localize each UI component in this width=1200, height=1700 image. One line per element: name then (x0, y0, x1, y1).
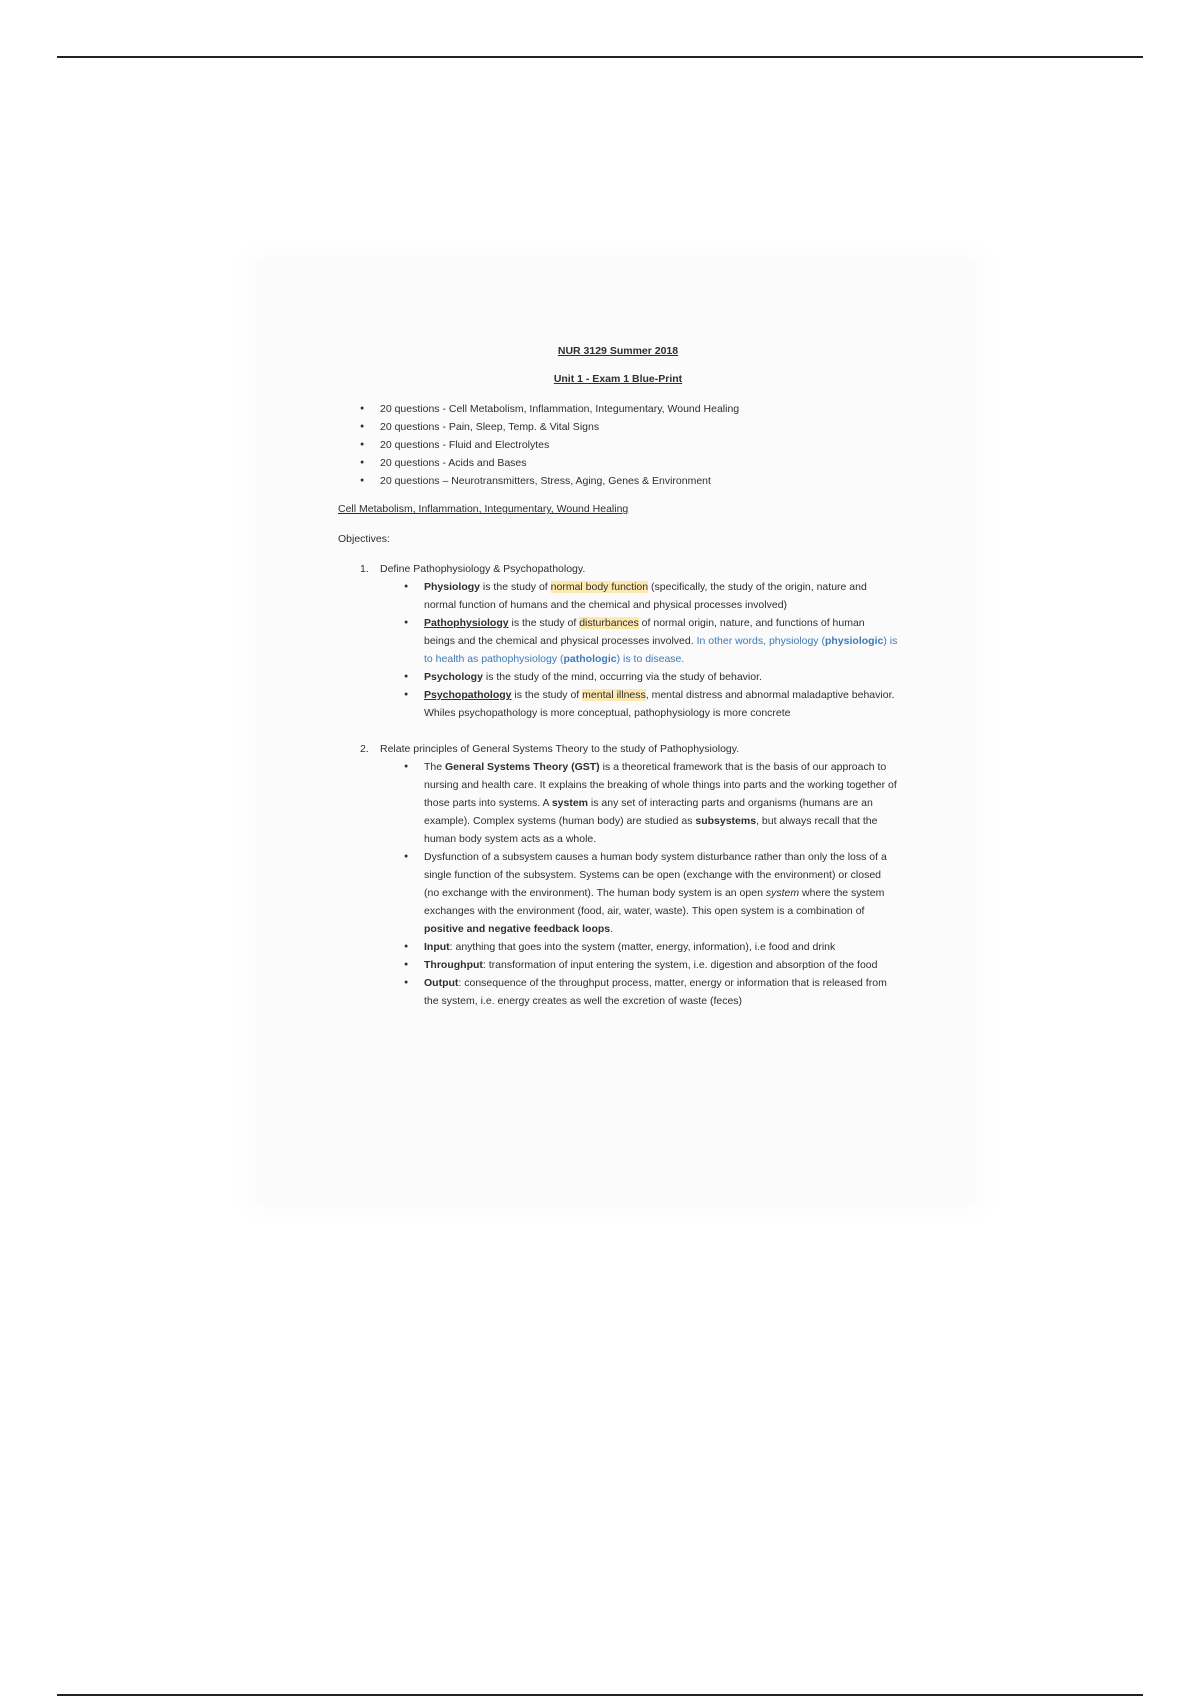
text: Dysfunction of a subsystem causes a human body system disturbance rather than only the loss of a single function of the subsystem. Systems can be open (exchange with the environment) or closed (no exchange with the environment). The human body system is an open (424, 851, 887, 899)
objective-number: 2. (360, 743, 369, 755)
note-text: ) is to health as pathophysiology ( (424, 635, 898, 665)
text: . (610, 923, 614, 935)
section-heading: Cell Metabolism, Inflammation, Integumentary, Wound Healing (338, 503, 629, 515)
bullet-psychology (424, 668, 898, 686)
bullet-gst (424, 758, 898, 848)
bottom-rule (57, 1694, 1143, 1696)
note-text: In other words, physiology ( (696, 635, 825, 647)
text: : transformation of input entering the system, i.e. digestion and absorption of the food (482, 959, 878, 971)
note-text: ) is to disease. (616, 653, 685, 665)
text: of normal origin, nature, and functions of human beings and the chemical and physical processes involved. (424, 617, 865, 647)
spacer (338, 722, 898, 740)
objective-1-bullets (338, 578, 898, 722)
term: system (551, 797, 589, 809)
term: Physiology (424, 581, 481, 593)
term: Pathophysiology (424, 617, 509, 629)
text: is the study of the mind, occurring via the study of behavior. (482, 671, 762, 683)
term: positive and negative feedback loops (424, 923, 611, 935)
objective-text: Define Pathophysiology & Psychopathology. (380, 563, 586, 575)
text: , but always recall that the human body system acts as a whole. (424, 815, 878, 845)
text: , mental distress and abnormal maladaptive behavior. Whiles psychopathology is more conceptual, pathophysiology is more concrete (424, 689, 895, 719)
list-item: ● 20 questions - Cell Metabolism, Inflammation, Integumentary, Wound Healing (380, 400, 898, 418)
text: is the study of (508, 617, 580, 629)
list-item: ● 20 questions - Fluid and Electrolytes (380, 436, 898, 454)
top-rule (57, 56, 1143, 58)
objectives-label: Objectives: (338, 533, 390, 545)
list-item: ● 20 questions - Acids and Bases (380, 454, 898, 472)
text: is the study of (511, 689, 583, 701)
text: is the study of (480, 581, 551, 593)
bullet-dysfunction (424, 848, 898, 938)
highlight: normal body function (550, 581, 649, 593)
objective-2 (338, 740, 898, 758)
objective-1 (338, 560, 898, 578)
text: system (765, 887, 800, 899)
document-page-image (256, 262, 976, 1202)
text: The (424, 761, 446, 773)
note-term: physiologic (824, 635, 884, 647)
term: General Systems Theory (GST) (445, 761, 600, 773)
highlight: disturbances (579, 617, 639, 629)
document-subtitle: Unit 1 - Exam 1 Blue-Print (553, 373, 683, 385)
text: : consequence of the throughput process, matter, energy or information that is released from the system, i.e. energy creates as well the excretion of waste (feces) (424, 977, 887, 1007)
bullet-pathophysiology (424, 614, 898, 668)
bullet-psychopathology (424, 686, 898, 722)
term: Input (424, 941, 450, 953)
text: is a theoretical framework that is the basis of our approach to nursing and health care. It explains the breaking of whole things into parts and the working together of those parts into systems. A (424, 761, 897, 809)
note-term: pathologic (563, 653, 617, 665)
highlight: mental illness (582, 689, 646, 701)
term: Psychology (424, 671, 483, 683)
list-item: ● 20 questions – Neurotransmitters, Stress, Aging, Genes & Environment (380, 472, 898, 490)
objective-text: Relate principles of General Systems Theory to the study of Pathophysiology. (380, 743, 740, 755)
objective-2-bullets (338, 758, 898, 1010)
document-title: NUR 3129 Summer 2018 (557, 345, 679, 357)
bullet-physiology (424, 578, 898, 614)
term: subsystems (695, 815, 757, 827)
bullet-throughput (424, 956, 898, 974)
bullet-input (424, 938, 898, 956)
term: Throughput (424, 959, 483, 971)
text: where the system exchanges with the environment (food, air, water, waste). This open system is a combination of (424, 887, 885, 917)
text: : anything that goes into the system (matter, energy, information), i.e food and drink (449, 941, 836, 953)
objective-number: 1. (360, 563, 369, 575)
text: (specifically, the study of the origin, nature and normal function of humans and the chemical and physical processes involved) (424, 581, 867, 611)
question-list (338, 400, 898, 490)
list-item: ● 20 questions - Pain, Sleep, Temp. & Vital Signs (380, 418, 898, 436)
document-content (338, 342, 898, 1010)
text: is any set of interacting parts and organisms (humans are an example). Complex systems (human body) are studied as (424, 797, 873, 827)
bullet-output (424, 974, 898, 1010)
term: Output (424, 977, 459, 989)
term: Psychopathology (424, 689, 512, 701)
